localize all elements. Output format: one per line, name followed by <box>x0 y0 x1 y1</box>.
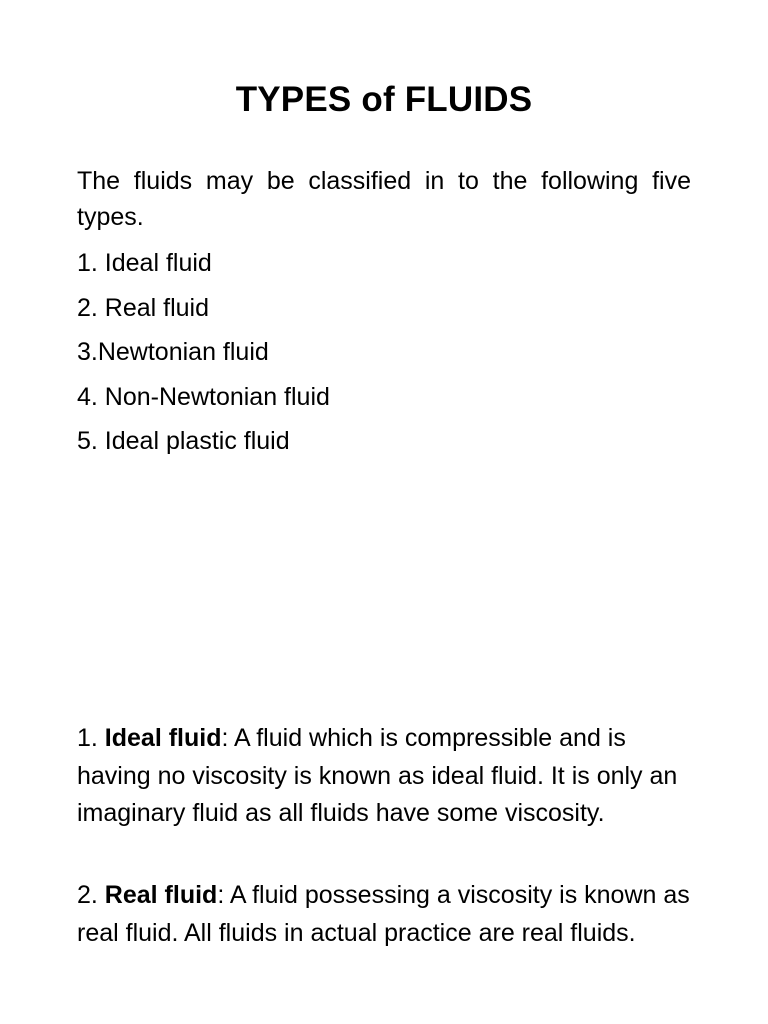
fluid-types-list <box>77 243 330 466</box>
definition-text: : A fluid possessing a viscosity is known as real fluid. All fluids in actual practice are real fluids. <box>77 881 690 947</box>
list-item: 3.Newtonian fluid <box>77 338 269 366</box>
definition-number: 1. <box>77 724 105 752</box>
page-title: TYPES of FLUIDS <box>235 80 533 119</box>
list-item: 4. Non-Newtonian fluid <box>77 382 330 411</box>
definition-term: Ideal fluid <box>104 724 222 752</box>
list-item: 2. Real fluid <box>77 293 210 322</box>
definition-real-fluid <box>77 877 697 952</box>
definition-number: 2. <box>77 881 105 909</box>
list-item: 1. Ideal fluid <box>77 249 212 277</box>
definition-ideal-fluid <box>77 720 697 833</box>
definition-term: Real fluid <box>104 881 218 909</box>
intro-paragraph: The fluids may be classified in to the following five types. <box>77 167 691 231</box>
definition-text: : A fluid which is compressible and is having no viscosity is known as ideal fluid. It is only an imaginary fluid as all fluids have some viscosity. <box>77 724 678 827</box>
list-item: 5. Ideal plastic fluid <box>77 427 290 455</box>
